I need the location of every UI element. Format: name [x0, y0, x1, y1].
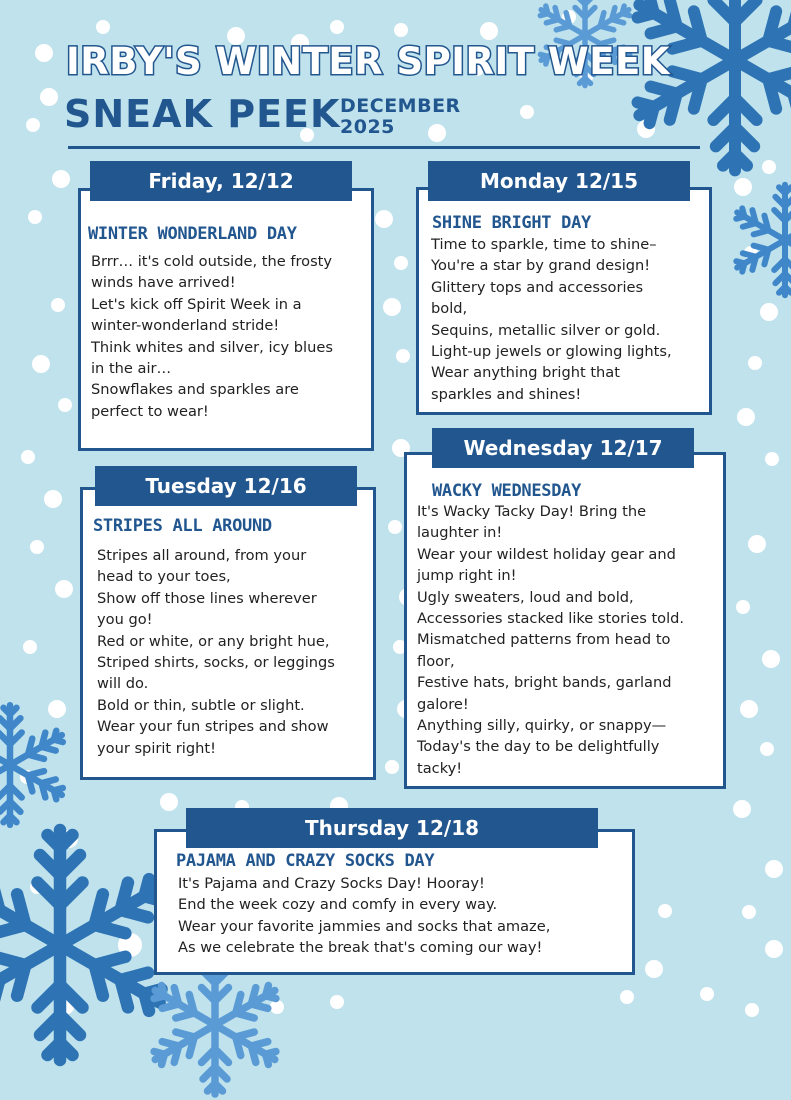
description-line: Wear anything bright that	[431, 364, 620, 382]
snow-dot	[394, 256, 408, 270]
snow-dot	[28, 210, 42, 224]
description-line: Glittery tops and accessories	[431, 278, 644, 296]
description-line: Let's kick off Spirit Week in a	[91, 295, 302, 313]
snow-dot	[44, 490, 62, 508]
day-description-friday	[91, 251, 333, 422]
snow-dot	[21, 450, 35, 464]
description-line: floor,	[417, 652, 455, 670]
description-line: Accessories stacked like stories told.	[417, 610, 685, 628]
day-description-monday	[431, 234, 672, 405]
event-year: 2025	[340, 116, 395, 138]
snow-dot	[55, 580, 73, 598]
snow-dot	[748, 535, 766, 553]
snow-dot	[700, 987, 714, 1001]
snow-dot	[96, 20, 110, 34]
description-line: Think whites and silver, icy blues	[91, 338, 333, 356]
day-banner-wednesday: Wednesday 12/17	[432, 428, 694, 468]
description-line: End the week cozy and comfy in every way.	[178, 896, 498, 914]
description-line: tacky!	[417, 759, 463, 777]
description-line: Festive hats, bright bands, garland	[417, 674, 672, 692]
description-line: Red or white, or any bright hue,	[97, 632, 330, 650]
description-line: jump right in!	[417, 567, 517, 585]
day-description-thursday	[178, 873, 550, 959]
snow-dot	[733, 800, 751, 818]
snow-dot	[40, 88, 58, 106]
description-line: Stripes all around, from your	[97, 547, 307, 564]
description-line: Snowflakes and sparkles are	[91, 381, 299, 399]
snow-dot	[388, 520, 402, 534]
snow-dot	[645, 960, 663, 978]
snow-dot	[762, 650, 780, 668]
snow-dot	[765, 452, 779, 466]
description-line: Sequins, metallic silver or gold.	[431, 321, 661, 339]
snow-dot	[620, 990, 634, 1004]
description-line: galore!	[417, 695, 469, 713]
snow-dot	[383, 298, 401, 316]
snow-dot	[737, 408, 755, 426]
description-line: Light-up jewels or glowing lights,	[431, 343, 672, 361]
description-line: It's Wacky Tacky Day! Bring the	[417, 503, 647, 520]
snow-dot	[51, 298, 65, 312]
snow-dot	[330, 995, 344, 1009]
snow-dot	[760, 742, 774, 756]
snow-dot	[35, 44, 53, 62]
description-line: Wear your fun stripes and show	[97, 718, 329, 736]
description-line: Time to sparkle, time to shine–	[431, 236, 657, 253]
day-banner-thursday: Thursday 12/18	[186, 808, 598, 848]
day-theme-friday: WINTER WONDERLAND DAY	[88, 224, 297, 244]
description-line: Mismatched patterns from head to	[417, 631, 671, 649]
snow-dot	[745, 1003, 759, 1017]
snowflake-icon	[615, 0, 791, 180]
description-line: It's Pajama and Crazy Socks Day! Hooray!	[178, 875, 485, 892]
description-line: You're a star by grand design!	[431, 257, 651, 275]
snow-dot	[658, 904, 672, 918]
snow-dot	[394, 23, 408, 37]
snow-dot	[520, 105, 534, 119]
description-line: in the air…	[91, 360, 172, 378]
description-line: you go!	[97, 611, 153, 629]
snow-dot	[748, 356, 762, 370]
description-line: Striped shirts, socks, or leggings	[97, 654, 335, 672]
description-line: As we celebrate the break that's coming our way!	[178, 939, 543, 957]
description-line: your spirit right!	[97, 739, 216, 757]
day-banner-friday: Friday, 12/12	[90, 161, 352, 201]
description-line: Today's the day to be delightfully	[417, 738, 660, 756]
page-title: IRBY'S WINTER SPIRIT WEEK	[66, 40, 670, 83]
snow-dot	[396, 349, 410, 363]
day-theme-wednesday: WACKY WEDNESDAY	[432, 481, 582, 501]
snow-dot	[736, 600, 750, 614]
event-date	[340, 96, 461, 138]
description-line: will do.	[97, 675, 149, 693]
day-theme-tuesday: STRIPES ALL AROUND	[93, 516, 272, 536]
day-theme-monday: SHINE BRIGHT DAY	[432, 213, 591, 233]
snow-dot	[760, 303, 778, 321]
snow-dot	[30, 540, 44, 554]
day-description-wednesday	[417, 501, 684, 779]
description-line: Show off those lines wherever	[97, 589, 317, 607]
description-line: sparkles and shines!	[431, 385, 582, 403]
snow-dot	[742, 905, 756, 919]
snow-dot	[32, 355, 50, 373]
snow-dot	[26, 118, 40, 132]
snow-dot	[52, 170, 70, 188]
event-month: DECEMBER	[340, 95, 461, 117]
snow-dot	[375, 210, 393, 228]
snow-dot	[765, 860, 783, 878]
description-line: Anything silly, quirky, or snappy—	[417, 717, 667, 735]
snow-dot	[740, 700, 758, 718]
description-line: Wear your favorite jammies and socks that amaze,	[178, 917, 551, 935]
description-line: Brrr… it's cold outside, the frosty	[91, 253, 333, 270]
description-line: Ugly sweaters, loud and bold,	[417, 588, 634, 606]
snow-dot	[765, 940, 783, 958]
day-theme-thursday: PAJAMA AND CRAZY SOCKS DAY	[176, 851, 435, 871]
day-banner-tuesday: Tuesday 12/16	[95, 466, 357, 506]
description-line: Bold or thin, subtle or slight.	[97, 696, 305, 714]
page-subtitle: SNEAK PEEK	[64, 92, 341, 136]
description-line: Wear your wildest holiday gear and	[417, 545, 676, 563]
header-divider	[68, 146, 700, 149]
description-line: winds have arrived!	[91, 274, 236, 292]
snow-dot	[330, 20, 344, 34]
snow-dot	[58, 398, 72, 412]
description-line: laughter in!	[417, 524, 503, 542]
description-line: perfect to wear!	[91, 402, 209, 420]
snow-dot	[23, 640, 37, 654]
description-line: winter-wonderland stride!	[91, 317, 280, 335]
day-description-tuesday	[97, 545, 335, 759]
snow-dot	[385, 760, 399, 774]
snowflake-icon	[0, 700, 75, 830]
snow-dot	[480, 22, 498, 40]
snow-dot	[160, 793, 178, 811]
description-line: bold,	[431, 300, 468, 318]
description-line: head to your toes,	[97, 568, 231, 586]
snowflake-icon	[725, 180, 791, 300]
day-banner-monday: Monday 12/15	[428, 161, 690, 201]
